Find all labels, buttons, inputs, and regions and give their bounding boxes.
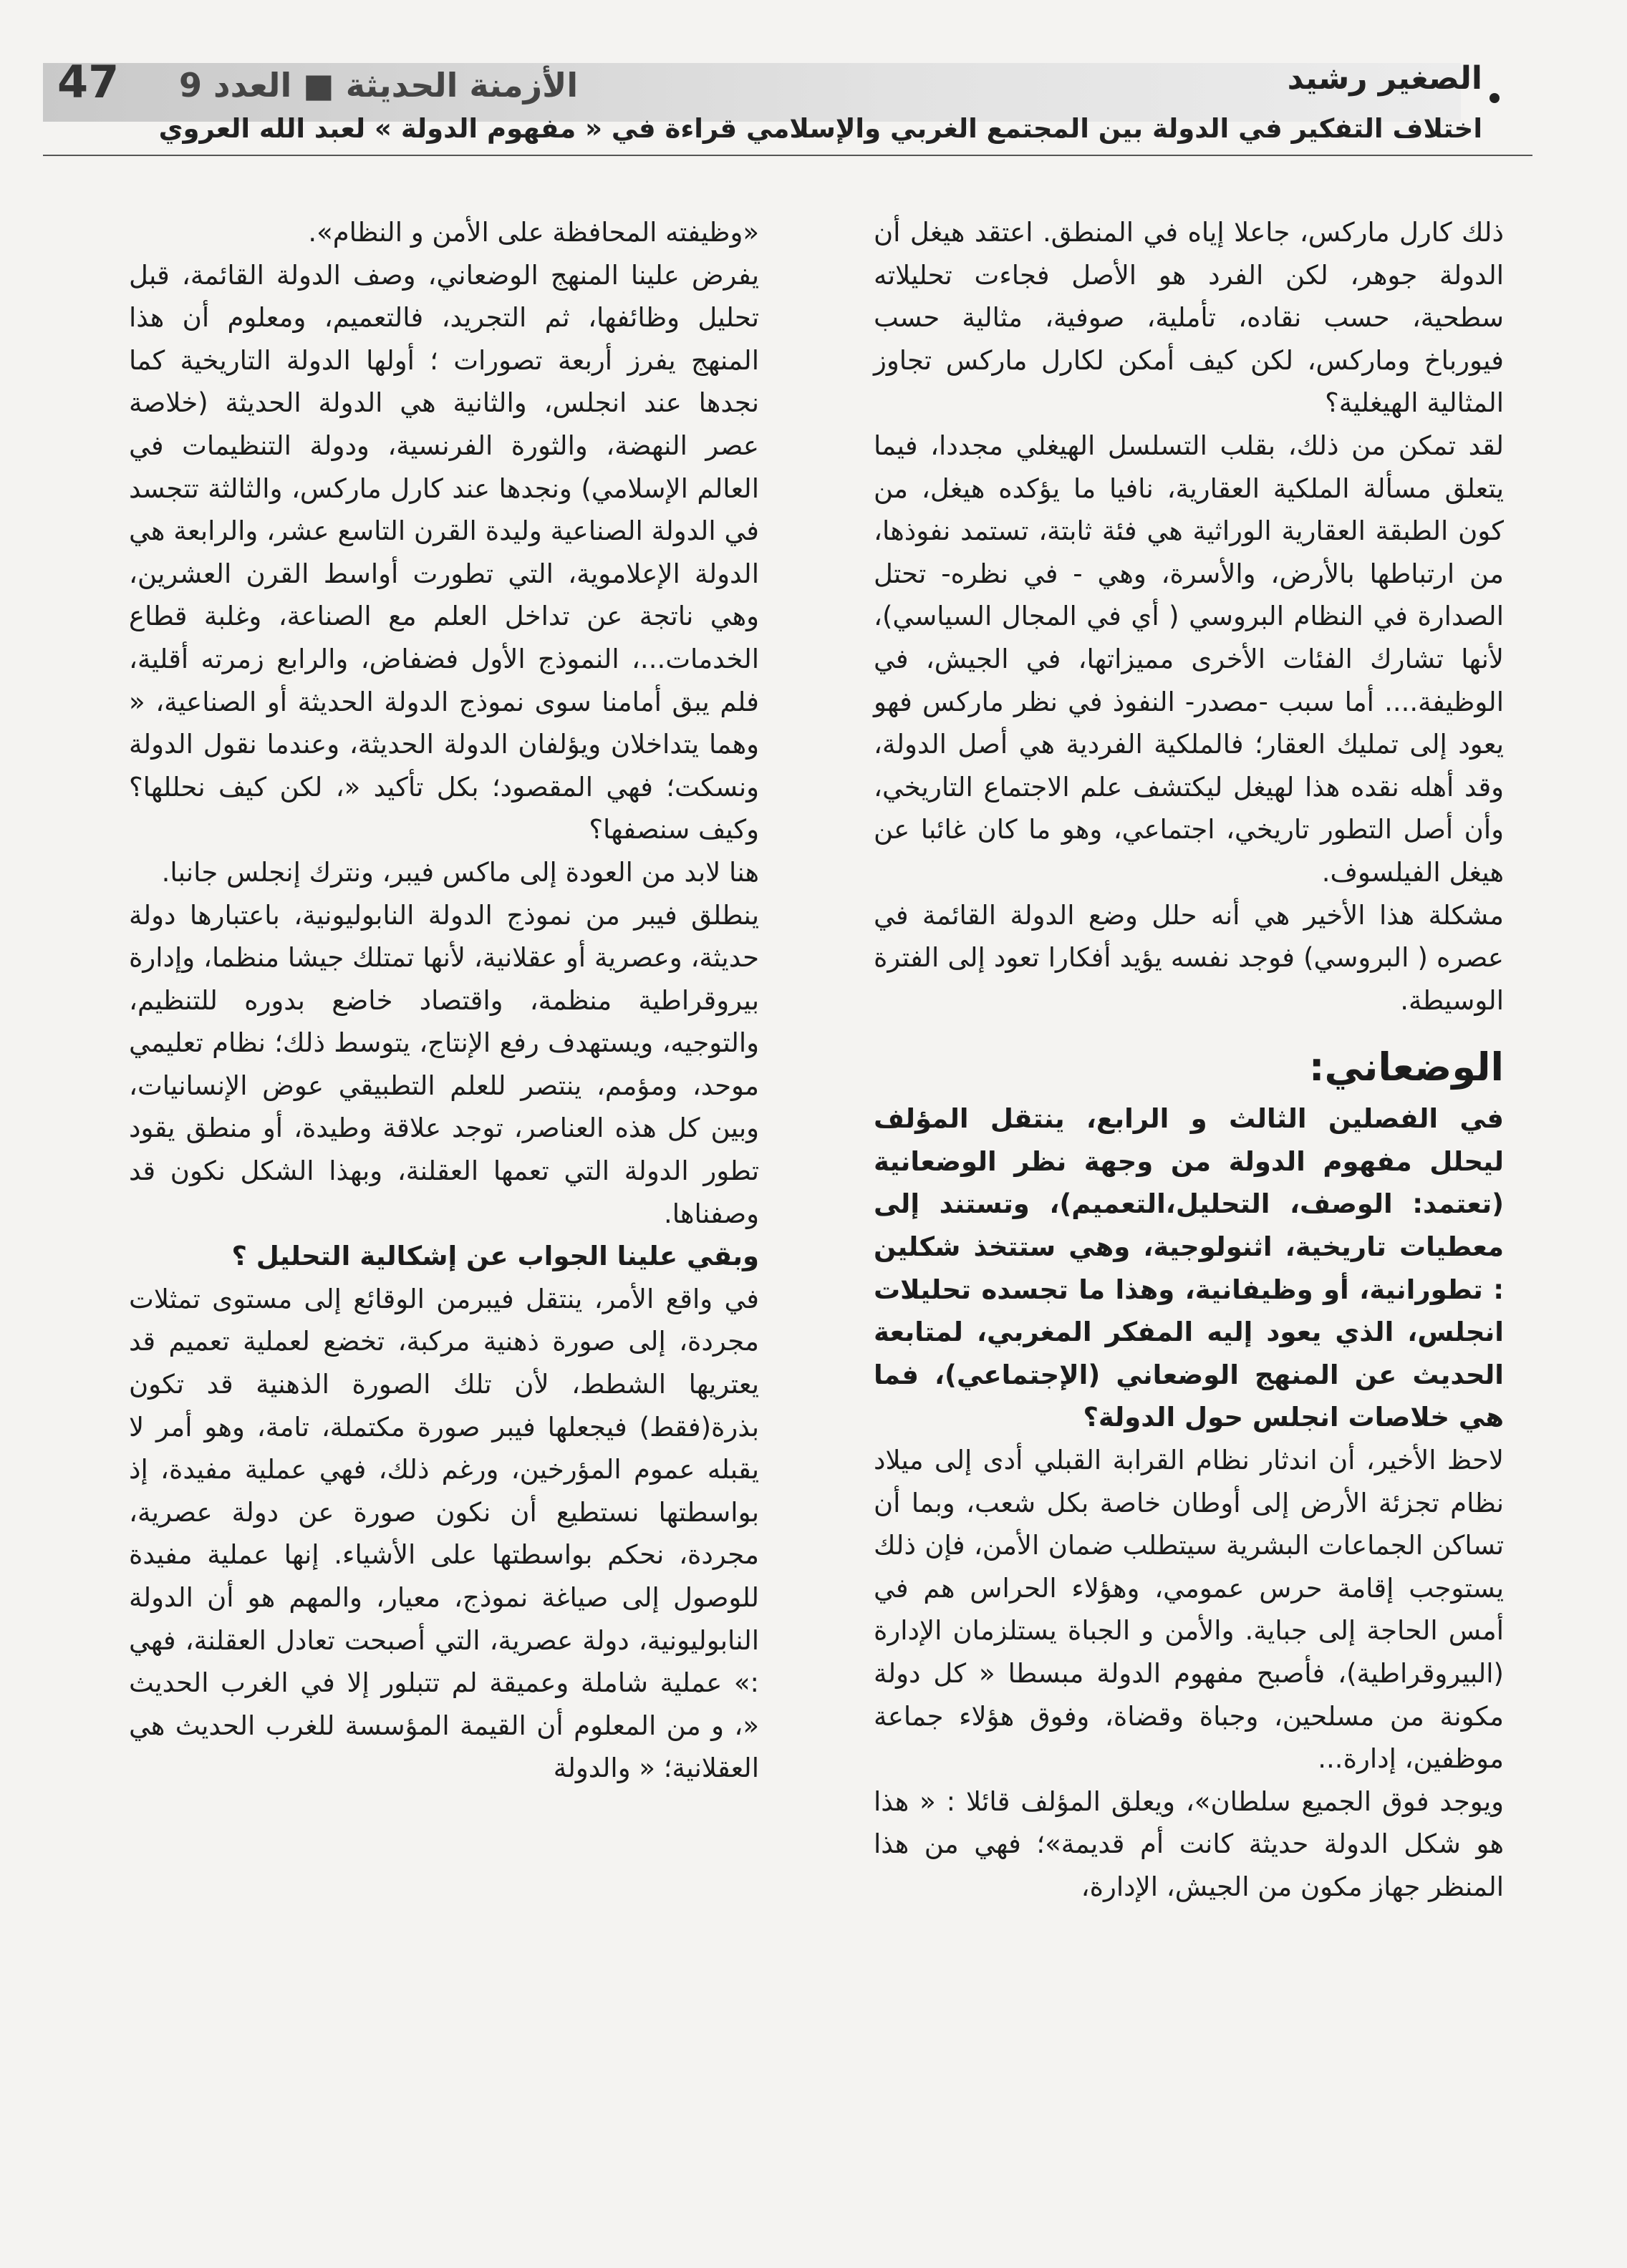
paragraph: هنا لابد من العودة إلى ماكس فيبر، ونترك إنجلس جانبا. [161,856,759,888]
paragraph: ينطلق فيبر من نموذج الدولة النابوليونية، باعتبارها دولة حديثة، وعصرية أو عقلانية، لأنها تمتلك جيشا منظما، وإدارة بيروقراطية منظمة، واقتصاد خاضع بدوره للتنظيم، والتوجيه، ويستهدف رفع الإنتاج، يتوسط ذلك؛ نظام تعليمي موحد، ومؤمم، ينتصر للعلم التطبيقي عوض الإنسانيات، وبين كل هذه العناصر، توجد علاقة وطيدة، أو منطق يقود تطور الدولة التي تعمها العقلنة، وبهذا الشكل نكون قد وصفناها. [129,899,759,1229]
article-title: اختلاف التفكير في الدولة بين المجتمع الغربي والإسلامي قراءة في « مفهوم الدولة » لعبد الله العروي [158,113,1482,144]
paragraph: في الفصلين الثالث و الرابع، ينتقل المؤلف ليحلل مفهوم الدولة من وجهة نظر الوضعانية (تعتمد: الوصف، التحليل،التعميم)، وتستند إلى معطيات تاريخية، اثنولوجية، وهي ستتخذ شكلين : تطورانية، أو وظيفانية، وهذا ما تجسده تحليلات انجلس، الذي يعود إليه المفكر المغربي، لمتابعة الحديث عن المنهج الوضعاني (الإجتماعي)، فما هي خلاصات انجلس حول الدولة؟ [874,1103,1504,1433]
right-column [874,211,1504,1909]
paragraph: لاحظ الأخير، أن اندثار نظام القرابة القبلي أدى إلى ميلاد نظام تجزئة الأرض إلى أوطان خاصة بكل شعب، وبما أن تساكن الجماعات البشرية سيتطلب ضمان الأمن، فإن ذلك يستوجب إقامة حرس عمومي، وهؤلاء الحراس هم في أمس الحاجة إلى جباية. والأمن و الجباة يستلزمان الإدارة (البيروقراطية)، فأصبح مفهوم الدولة مبسطا « كل دولة مكونة من مسلحين، وجباة وقضاة، وفوق هؤلاء جماعة موظفين، إدارة... [874,1445,1504,1775]
author-name: الصغير رشيد [1287,60,1482,97]
running-header [43,50,1532,158]
paragraph: يفرض علينا المنهج الوضعاني، وصف الدولة القائمة، قبل تحليل وظائفها، ثم التجريد، فالتعميم، ومعلوم أن هذا المنهج يفرز أربعة تصورات ؛ أولها الدولة التاريخية كما نجدها عند انجلس، والثانية هي الدولة الحديثة (خلاصة عصر النهضة، والثورة الفرنسية، ودولة التنظيمات في العالم الإسلامي) ونجدها عند كارل ماركس، والثالثة تتجسد في الدولة الصناعية وليدة القرن التاسع عشر، والرابعة هي الدولة الإعلاموية، التي تطورت أواسط القرن العشرين، وهي ناتجة عن تداخل العلم مع الصناعة، وغلبة قطاع الخدمات...، النموذج الأول فضفاض، والرابع زمرته أقلية، فلم يبق أمامنا سوى نموذج الدولة الحديثة أو الصناعية، « وهما يتداخلان ويؤلفان الدولة الحديثة، وعندما نقول الدولة ونسكت؛ فهي المقصود؛ بكل تأكيد «، لكن كيف نحللها؟ وكيف سنصفها؟ [129,259,759,845]
header-rule [43,155,1532,156]
paragraph: ذلك كارل ماركس، جاعلا إياه في المنطق. اعتقد هيغل أن الدولة جوهر، لكن الفرد هو الأصل فجاءت تحليلاته سطحية، حسب نقاده، تأملية، صوفية، مثالية حسب فيورباخ وماركس، لكن كيف أمكن لكارل ماركس تجاوز المثالية الهيغلية؟ [874,217,1504,419]
paragraph: ويوجد فوق الجميع سلطان»، ويعلق المؤلف قائلا : « هذا هو شكل الدولة حديثة كانت أم قديمة»؛ فهي من هذا المنظر جهاز مكون من الجيش، الإدارة، [874,1785,1504,1902]
paragraph: «وظيفته المحافظة على الأمن و النظام». [308,217,759,248]
bullet-icon [1490,93,1500,103]
left-column [129,211,759,1790]
journal-name: الأزمنة الحديثة ■ العدد 9 [179,66,579,105]
paragraph: في واقع الأمر، ينتقل فيبرمن الوقائع إلى مستوى تمثلات مجردة، إلى صورة ذهنية مركبة، تخضع لعملية تعميم قد يعتريها الشطط، لأن تلك الصورة الذهنية قد تكون بذرة(فقط) فيجعلها فيبر صورة مكتملة، تامة، وهو أمر لا يقبله عموم المؤرخين، ورغم ذلك، فهي عملية مفيدة، إذ بواسطتها نستطيع أن نكون صورة عن دولة عصرية، مجردة، نحكم بواسطتها على الأشياء. إنها عملية مفيدة للوصول إلى صياغة نموذج، معيار، والمهم هو أن الدولة النابوليونية، دولة عصرية، التي أصبحت تعادل العقلنة، فهي :» عملية شاملة وعميقة لم تتبلور إلا في الغرب الحديث «، و من المعلوم أن القيمة المؤسسة للغرب الحديث هي العقلانية؛ « والدولة [129,1283,759,1784]
page-number: 47 [57,56,120,108]
paragraph: مشكلة هذا الأخير هي أنه حلل وضع الدولة القائمة في عصره ( البروسي) فوجد نفسه يؤيد أفكارا تعود إلى الفترة الوسيطة. [874,899,1504,1016]
paragraph: وبقي علينا الجواب عن إشكالية التحليل ؟ [231,1241,759,1272]
section-heading: الوضعاني: [1308,1045,1504,1090]
paragraph: لقد تمكن من ذلك، بقلب التسلسل الهيغلي مجددا، فيما يتعلق مسألة الملكية العقارية، نافيا ما يؤكده هيغل، من كون الطبقة العقارية الوراثية هي فئة ثابتة، تستمد نفوذها، من ارتباطها بالأرض، والأسرة، وهي - في نظره- تحتل الصدارة في النظام البروسي ( أي في المجال السياسي)، لأنها تشارك الفئات الأخرى مميزاتها، في الجيش، في الوظيفة.... أما سبب -مصدر- النفوذ في نظر ماركس فهو يعود إلى تمليك العقار؛ فالملكية الفردية هي أصل الدولة، وقد أهله نقده هذا لهيغل ليكتشف علم الاجتماع التاريخي، وأن أصل التطور تاريخي، اجتماعي، وهو ما كان غائبا عن هيغل الفيلسوف. [874,430,1504,888]
